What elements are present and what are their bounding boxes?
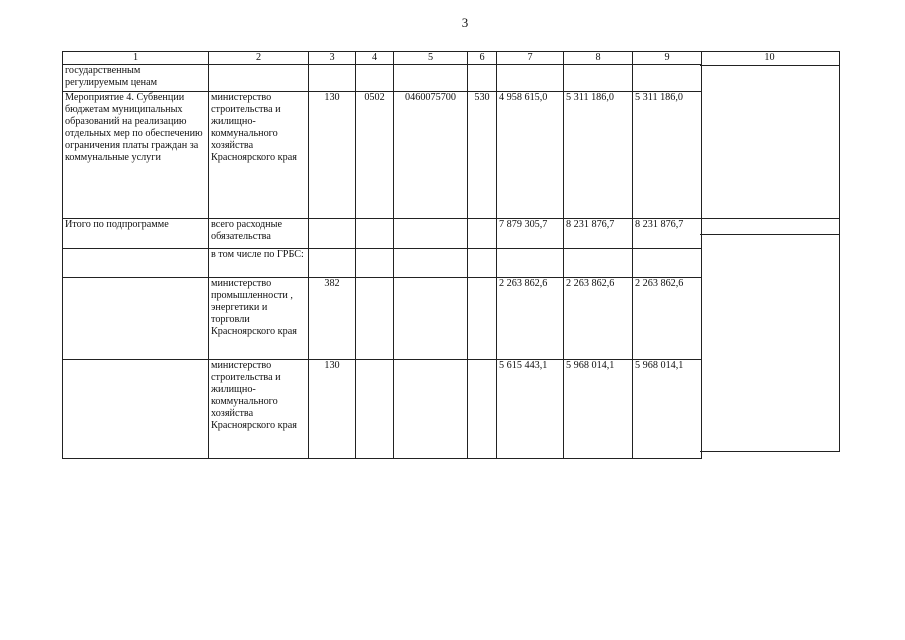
header-col-1: 1 <box>63 52 209 65</box>
cell-amount-9: 5 311 186,0 <box>633 92 702 219</box>
row-divider <box>700 218 839 219</box>
cell-expense-code: 530 <box>468 92 497 219</box>
cell-amount-8: 2 263 862,6 <box>564 278 633 360</box>
cell-grbs-code: 130 <box>309 360 356 459</box>
cell-grbs-code: 130 <box>309 92 356 219</box>
table-row <box>63 278 702 360</box>
cell-target-code: 0460075700 <box>394 92 468 219</box>
cell-amount-9: 5 968 014,1 <box>633 360 702 459</box>
header-col-4: 4 <box>356 52 394 65</box>
header-col-5: 5 <box>394 52 468 65</box>
cell-amount-7: 7 879 305,7 <box>497 219 564 249</box>
cell-section-code: 0502 <box>356 92 394 219</box>
header-col-9: 9 <box>633 52 702 65</box>
cell-grbs: министерство строительства и жилищно-коммунального хозяйства Красноярского края <box>209 360 309 459</box>
cell-grbs: министерство строительства и жилищно-коммунального хозяйства Красноярского края <box>209 92 309 219</box>
cell-grbs: в том числе по ГРБС: <box>209 249 309 278</box>
cell-amount-7: 4 958 615,0 <box>497 92 564 219</box>
header-col-10: 10 <box>700 52 839 66</box>
cell-grbs-code: 382 <box>309 278 356 360</box>
table-row <box>63 360 702 459</box>
header-col-3: 3 <box>309 52 356 65</box>
cell-name: Мероприятие 4. Субвенции бюджетам муниципальных образований на реализацию отдельных мер по обеспечению ограничения платы граждан за коммунальные услуги <box>63 92 209 219</box>
table-header-row <box>63 52 702 65</box>
header-col-7: 7 <box>497 52 564 65</box>
row-divider <box>700 234 839 235</box>
cell-amount-9: 2 263 862,6 <box>633 278 702 360</box>
cell-grbs: всего расходные обязательства <box>209 219 309 249</box>
table-row <box>63 219 702 249</box>
table-row <box>63 65 702 92</box>
cell-amount-8: 5 968 014,1 <box>564 360 633 459</box>
cell-amount-8: 8 231 876,7 <box>564 219 633 249</box>
cell-amount-9: 8 231 876,7 <box>633 219 702 249</box>
cell-grbs: министерство промышленности , энергетики и торговли Красноярского края <box>209 278 309 360</box>
header-col-6: 6 <box>468 52 497 65</box>
table-row <box>63 92 702 219</box>
cell-amount-7: 2 263 862,6 <box>497 278 564 360</box>
budget-table <box>62 51 702 459</box>
column-10 <box>700 51 840 452</box>
cell-amount-8: 5 311 186,0 <box>564 92 633 219</box>
cell-amount-7: 5 615 443,1 <box>497 360 564 459</box>
cell-name: Итого по подпрограмме <box>63 219 209 249</box>
table-row <box>63 249 702 278</box>
page-number: 3 <box>461 15 469 30</box>
cell-name: государственным регулируемым ценам <box>63 65 209 92</box>
header-col-2: 2 <box>209 52 309 65</box>
header-col-8: 8 <box>564 52 633 65</box>
